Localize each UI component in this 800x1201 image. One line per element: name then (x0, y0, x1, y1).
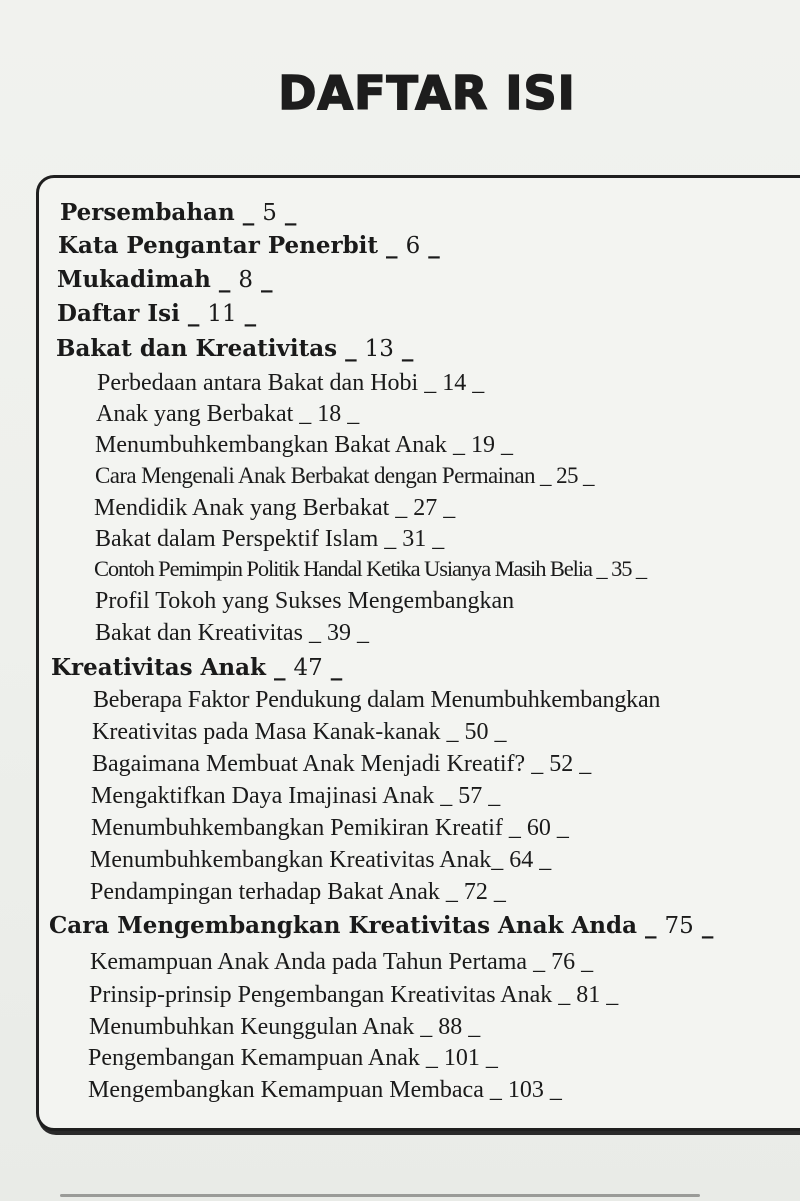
toc-subentry-kreativitas-anak: Menumbuhkembangkan Kreativitas Anak_ 64 _ (90, 847, 552, 873)
toc-subentry-membuat-anak-kreatif: Bagaimana Membuat Anak Menjadi Kreatif? _ 52 _ (92, 751, 592, 777)
toc-subentry-bakat-dan-kreativitas: Bakat dan Kreativitas _ 39 _ (95, 620, 369, 646)
toc-subentry-keunggulan-anak: Menumbuhkan Keunggulan Anak _ 88 _ (89, 1014, 481, 1040)
toc-subentry-faktor-pendukung: Beberapa Faktor Pendukung dalam Menumbuhkembangkan (93, 687, 661, 713)
page-title: DAFTAR ISI (278, 66, 576, 120)
toc-entry-bakat-dan-kreativitas: Bakat dan Kreativitas _ 13 _ (56, 335, 414, 362)
toc-entry-mukadimah: Mukadimah _ 8 _ (57, 266, 273, 293)
toc-entry-kata-pengantar: Kata Pengantar Penerbit _ 6 _ (58, 232, 440, 259)
toc-subentry-mengenali-anak-berbakat: Cara Mengenali Anak Berbakat dengan Permainan _ 25 _ (95, 463, 594, 488)
toc-entry-kreativitas-anak: Kreativitas Anak _ 47 _ (51, 654, 343, 681)
toc-entry-cara-mengembangkan: Cara Mengembangkan Kreativitas Anak Anda _ 75 _ (49, 912, 714, 939)
toc-subentry-menumbuhkembangkan-bakat: Menumbuhkembangkan Bakat Anak _ 19 _ (95, 432, 513, 458)
toc-entry-daftar-isi: Daftar Isi _ 11 _ (57, 300, 257, 327)
toc-subentry-daya-imajinasi: Mengaktifkan Daya Imajinasi Anak _ 57 _ (91, 783, 501, 809)
toc-subentry-pemikiran-kreatif: Menumbuhkembangkan Pemikiran Kreatif _ 60 _ (91, 815, 569, 841)
page-bottom-rule (60, 1194, 700, 1197)
toc-subentry-anak-berbakat: Anak yang Berbakat _ 18 _ (96, 401, 360, 427)
toc-subentry-pendampingan: Pendampingan terhadap Bakat Anak _ 72 _ (90, 879, 506, 905)
toc-entry-persembahan: Persembahan _ 5 _ (60, 199, 297, 226)
toc-subentry-pengembangan-kemampuan: Pengembangan Kemampuan Anak _ 101 _ (88, 1045, 498, 1071)
toc-subentry-prinsip-pengembangan: Prinsip-prinsip Pengembangan Kreativitas Anak _ 81 _ (89, 982, 619, 1008)
toc-subentry-perbedaan-bakat-hobi: Perbedaan antara Bakat dan Hobi _ 14 _ (97, 370, 485, 396)
toc-subentry-kreativitas-masa-kanak: Kreativitas pada Masa Kanak-kanak _ 50 _ (92, 719, 507, 745)
toc-subentry-kemampuan-membaca: Mengembangkan Kemampuan Membaca _ 103 _ (88, 1077, 562, 1103)
toc-subentry-mendidik-anak: Mendidik Anak yang Berbakat _ 27 _ (94, 495, 456, 521)
toc-subentry-contoh-pemimpin-politik: Contoh Pemimpin Politik Handal Ketika Usianya Masih Belia _ 35 _ (94, 556, 647, 581)
toc-subentry-tahun-pertama: Kemampuan Anak Anda pada Tahun Pertama _ 76 _ (90, 949, 594, 975)
toc-subentry-profil-tokoh: Profil Tokoh yang Sukses Mengembangkan (95, 588, 515, 614)
toc-subentry-bakat-perspektif-islam: Bakat dalam Perspektif Islam _ 31 _ (95, 526, 445, 552)
